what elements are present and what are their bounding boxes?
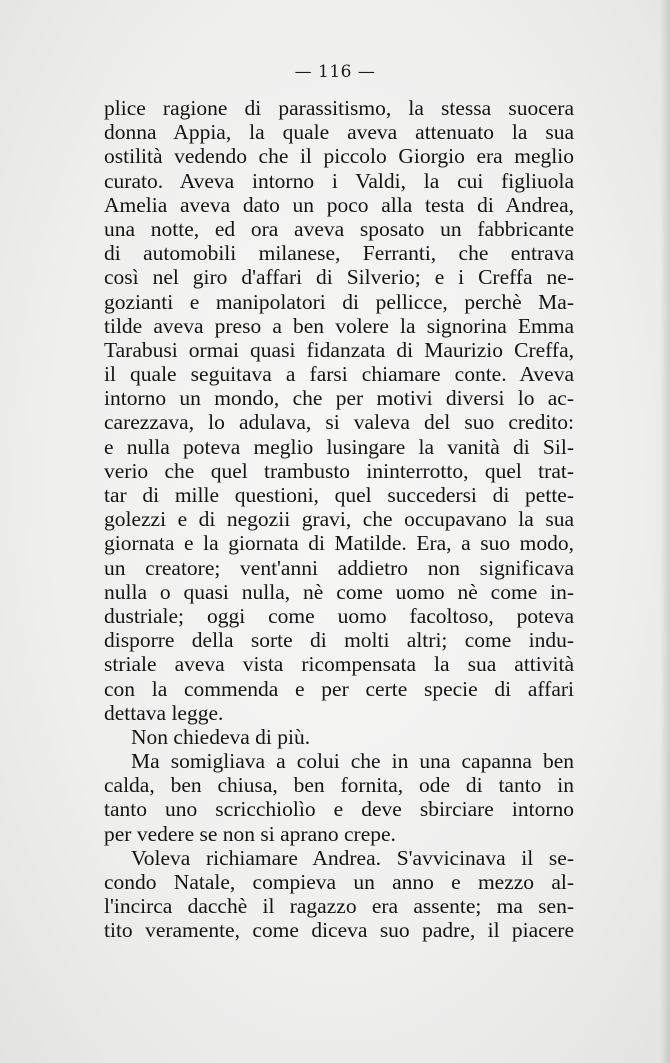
- text-line: verio che quel trambusto ininterrotto, quel trat-: [104, 458, 574, 483]
- text-line: il quale seguitava a farsi chiamare conte. Aveva: [104, 362, 574, 387]
- text-line: giornata e la giornata di Matilde. Era, a suo modo,: [104, 531, 574, 556]
- text-line: nulla o quasi nulla, nè come uomo nè come in-: [104, 579, 574, 604]
- paragraph: [104, 725, 574, 749]
- paragraph: [104, 846, 574, 943]
- text-line: Voleva richiamare Andrea. S'avvicinava il se-: [131, 845, 574, 870]
- paragraph: [104, 749, 574, 846]
- text-line: donna Appia, la quale aveva attenuato la sua: [104, 120, 574, 145]
- text-line: una notte, ed ora aveva sposato un fabbricante: [104, 216, 574, 241]
- text-line: intorno un mondo, che per motivi diversi lo ac-: [104, 386, 574, 411]
- text-line: un creatore; vent'anni addietro non significava: [104, 555, 574, 580]
- text-line: e nulla poteva meglio lusingare la vanità di Sil-: [104, 434, 574, 459]
- text-line: tanto uno scricchiolìo e deve sbirciare intorno: [104, 797, 574, 822]
- text-line: striale aveva vista ricompensata la sua attività: [104, 652, 574, 677]
- text-line: dustriale; oggi come uomo facoltoso, poteva: [104, 603, 574, 628]
- page-edge-shadow: [660, 0, 670, 1063]
- text-line: Non chiedeva di più.: [131, 724, 311, 749]
- text-line: tilde aveva preso a ben volere la signorina Emma: [104, 313, 574, 338]
- text-line: condo Natale, compieva un anno e mezzo al-: [104, 870, 574, 894]
- text-line: tar di mille questioni, quel succedersi di pette-: [104, 483, 574, 507]
- text-line: calda, ben chiusa, ben fornita, ode di tanto in: [104, 773, 574, 798]
- text-line: curato. Aveva intorno i Valdi, la cui figliuola: [104, 168, 574, 193]
- text-line: Ma somigliava a colui che in una capanna ben: [131, 749, 574, 774]
- text-line: Amelia aveva dato un poco alla testa di Andrea,: [104, 192, 574, 217]
- text-line: l'incirca dacchè il ragazzo era assente; ma sen-: [104, 894, 574, 919]
- text-line: di automobili milanese, Ferranti, che entrava: [104, 241, 574, 266]
- text-line: gozianti e manipolatori di pellicce, perchè Ma-: [104, 289, 574, 314]
- text-line: disporre della sorte di molti altri; come indu-: [104, 628, 574, 653]
- text-line: tito veramente, come diceva suo padre, il piacere: [104, 918, 574, 943]
- text-line: così nel giro d'affari di Silverio; e i Creffa ne-: [104, 265, 574, 290]
- text-line: dettava legge.: [104, 700, 224, 725]
- text-line: Tarabusi ormai quasi fidanzata di Maurizio Creffa,: [104, 337, 574, 362]
- text-line: carezzava, lo adulava, si valeva del suo credito:: [104, 410, 574, 435]
- text-line: plice ragione di parassitismo, la stessa suocera: [104, 96, 574, 120]
- paragraph: [104, 96, 574, 725]
- text-line: ostilità vedendo che il piccolo Giorgio era meglio: [104, 144, 574, 169]
- text-line: con la commenda e per certe specie di affari: [104, 676, 574, 701]
- text-line: golezzi e di negozii gravi, che occupavano la sua: [104, 507, 574, 532]
- text-line: per vedere se non si aprano crepe.: [104, 821, 396, 846]
- body-text: [104, 96, 574, 943]
- page-number: — 116 —: [294, 62, 376, 82]
